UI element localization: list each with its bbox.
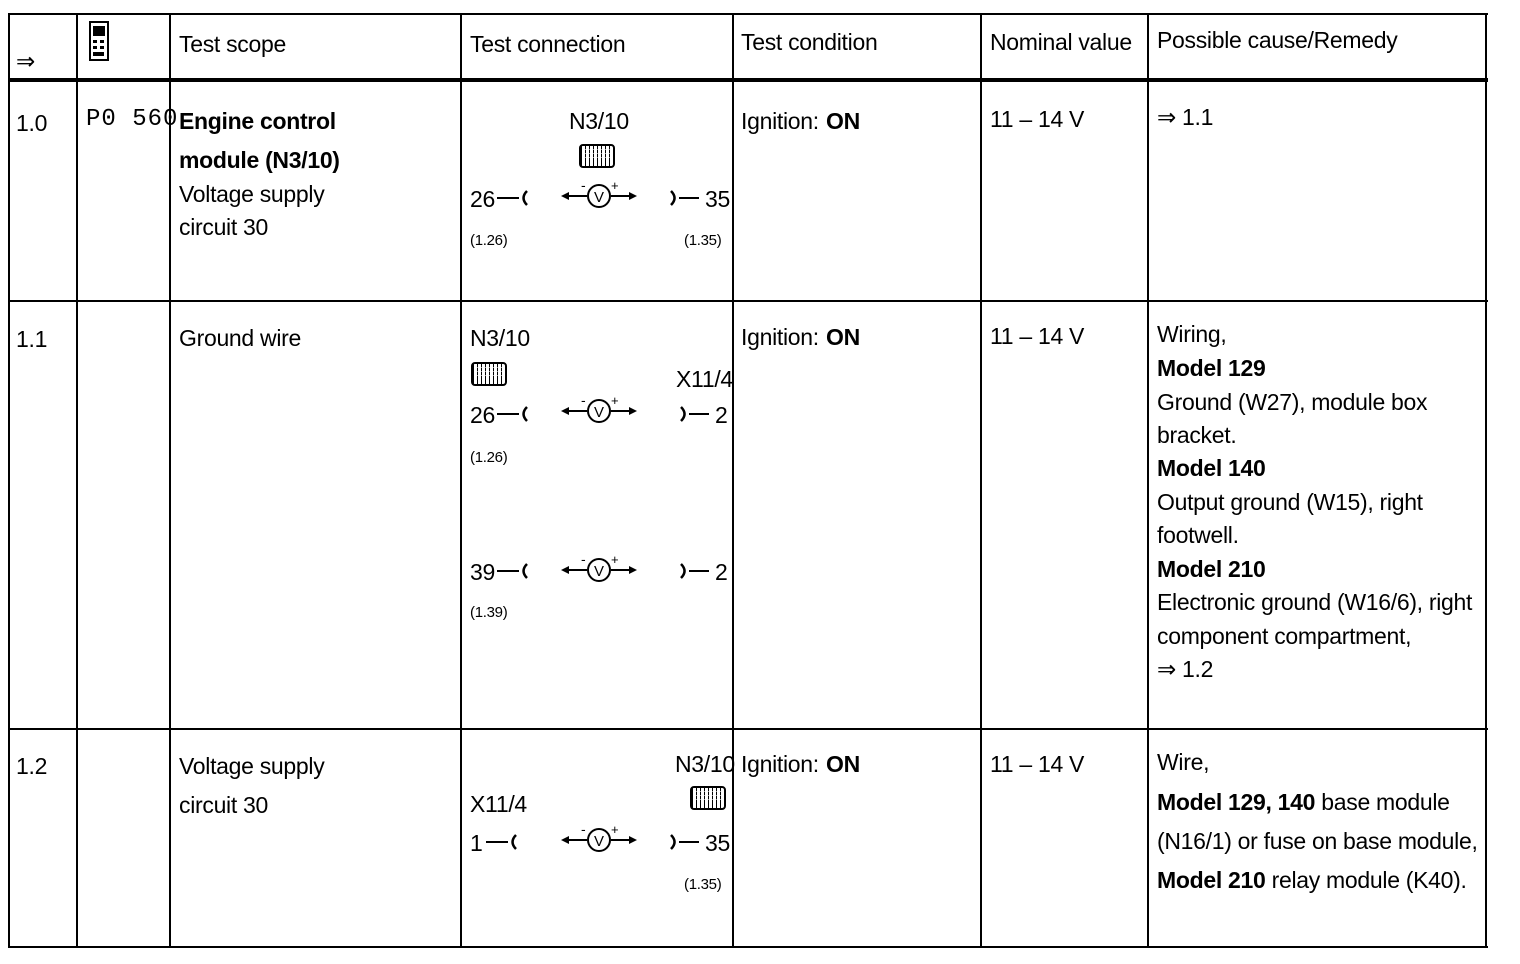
voltmeter-icon xyxy=(559,552,639,588)
remedy-model: Model 210 xyxy=(1157,867,1266,893)
voltmeter-icon xyxy=(559,393,639,429)
module-label: X11/4 xyxy=(676,366,733,392)
pin-number: 2 xyxy=(715,402,728,428)
remedy-text: ⇒ 1.1 xyxy=(1157,104,1214,130)
voltmeter-icon xyxy=(559,178,639,214)
remedy-model: Model 129, 140 xyxy=(1157,789,1316,815)
header-test-condition: Test condition xyxy=(741,29,878,55)
svg-text:-: - xyxy=(581,552,586,567)
svg-text:+: + xyxy=(611,393,619,408)
col-divider xyxy=(169,13,171,948)
test-scope-text: circuit 30 xyxy=(179,214,269,240)
remedy-text xyxy=(1157,785,1450,819)
col-divider xyxy=(76,13,78,948)
step-number: 1.1 xyxy=(16,326,48,352)
remedy-text: Wire, xyxy=(1157,749,1210,775)
header-bottom-border xyxy=(8,78,1488,82)
condition-label: Ignition: xyxy=(741,751,819,777)
svg-text:-: - xyxy=(581,178,586,193)
nominal-value: 11 – 14 V xyxy=(990,323,1085,349)
col-divider xyxy=(460,13,462,948)
remedy-model: Model 140 xyxy=(1157,455,1266,481)
remedy-text: bracket. xyxy=(1157,422,1237,448)
pin-number: 26 xyxy=(470,186,495,212)
condition-value: ON xyxy=(826,108,860,134)
header-arrow: ⇒ xyxy=(16,48,35,74)
col-divider xyxy=(8,13,10,948)
svg-text:+: + xyxy=(611,178,619,193)
col-divider xyxy=(980,13,982,948)
socket-left-icon xyxy=(497,188,557,208)
test-scope-text: Voltage supply xyxy=(179,181,325,207)
test-scope-text: Voltage supply xyxy=(179,753,325,779)
voltmeter-icon xyxy=(559,822,639,858)
nominal-value: 11 – 14 V xyxy=(990,751,1085,777)
row-divider xyxy=(8,728,1488,730)
svg-text:-: - xyxy=(581,822,586,837)
condition-value: ON xyxy=(826,751,860,777)
diagnostic-tester-icon xyxy=(88,20,110,67)
svg-text:+: + xyxy=(611,552,619,567)
pin-reference: (1.39) xyxy=(470,604,508,621)
test-scope-text: Ground wire xyxy=(179,325,301,351)
pin-number: 1 xyxy=(470,830,483,856)
remedy-text: ⇒ 1.2 xyxy=(1157,656,1214,682)
control-module-icon xyxy=(690,786,726,810)
remedy-text: Ground (W27), module box xyxy=(1157,389,1428,415)
remedy-model: Model 129 xyxy=(1157,355,1266,381)
fault-code: P0 560 xyxy=(86,106,179,133)
socket-left-icon xyxy=(486,832,546,852)
remedy-model: Model 210 xyxy=(1157,556,1266,582)
nominal-value: 11 – 14 V xyxy=(990,106,1085,132)
condition-value: ON xyxy=(826,324,860,350)
pin-reference: (1.35) xyxy=(684,232,722,249)
pin-number: 26 xyxy=(470,402,495,428)
header-nominal-value: Nominal value xyxy=(990,29,1132,55)
remedy-text: Electronic ground (W16/6), right xyxy=(1157,589,1473,615)
svg-text:+: + xyxy=(611,822,619,837)
remedy-text: Wiring, xyxy=(1157,321,1227,347)
svg-text:V: V xyxy=(593,404,605,421)
socket-left-icon xyxy=(497,404,557,424)
svg-text:V: V xyxy=(593,833,605,850)
pin-reference: (1.35) xyxy=(684,876,722,893)
test-scope-title: module (N3/10) xyxy=(179,147,340,173)
pin-number: 35 xyxy=(705,186,730,212)
pin-number: 35 xyxy=(705,830,730,856)
test-scope-text: circuit 30 xyxy=(179,792,269,818)
remedy-text: (N16/1) or fuse on base module, xyxy=(1157,828,1478,854)
header-test-scope: Test scope xyxy=(179,31,286,57)
svg-text:V: V xyxy=(593,563,605,580)
svg-text:-: - xyxy=(581,393,586,408)
header-possible-cause: Possible cause/Remedy xyxy=(1157,27,1398,53)
control-module-icon xyxy=(471,362,507,386)
test-scope-title: Engine control xyxy=(179,108,336,134)
module-label: N3/10 xyxy=(675,751,735,777)
remedy-text: Output ground (W15), right xyxy=(1157,489,1423,515)
step-number: 1.0 xyxy=(16,110,48,136)
remedy-text xyxy=(1157,863,1467,897)
remedy-text: relay module (K40). xyxy=(1265,867,1467,893)
remedy-text: footwell. xyxy=(1157,522,1239,548)
table-right-border xyxy=(1485,13,1487,948)
condition-label: Ignition: xyxy=(741,108,819,134)
condition-label: Ignition: xyxy=(741,324,819,350)
module-label: N3/10 xyxy=(569,108,629,134)
control-module-icon xyxy=(579,144,615,168)
module-label: N3/10 xyxy=(470,325,530,351)
table-bottom-border xyxy=(8,946,1488,948)
pin-reference: (1.26) xyxy=(470,232,508,249)
voltmeter-label: V xyxy=(593,189,605,206)
step-number: 1.2 xyxy=(16,753,48,779)
remedy-text: component compartment, xyxy=(1157,623,1412,649)
header-test-connection: Test connection xyxy=(470,31,626,57)
table-top-border xyxy=(8,13,1488,15)
col-divider xyxy=(1147,13,1149,948)
row-divider xyxy=(8,300,1488,302)
pin-reference: (1.26) xyxy=(470,449,508,466)
pin-number: 2 xyxy=(715,559,728,585)
module-label: X11/4 xyxy=(470,791,527,817)
remedy-text: base module xyxy=(1315,789,1450,815)
pin-number: 39 xyxy=(470,559,495,585)
socket-left-icon xyxy=(497,561,557,581)
col-divider xyxy=(732,13,734,948)
